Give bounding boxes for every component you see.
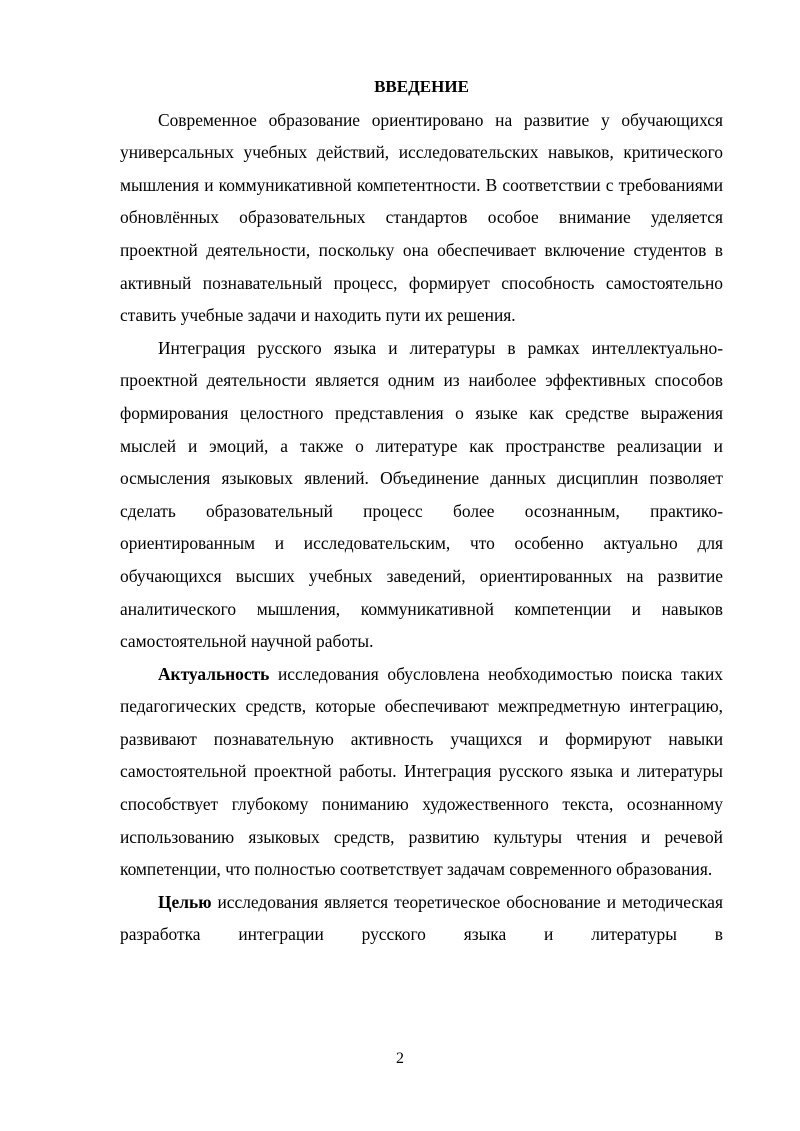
paragraph-goal: [120, 886, 723, 951]
relevance-text: исследования обусловлена необходимостью поиска таких педагогических средств, которые обеспечивают межпредметную интеграцию, развивают познавательную активность учащихся и формируют навыки самостоятельной проектной работы. Интеграция русского языка и литературы способствует глубокому пониманию художественного текста, осознанному использованию языковых средств, развитию культуры чтения и речевой компетенции, что полностью соответствует задачам современного образования.: [120, 663, 723, 880]
goal-term: Целью: [158, 891, 212, 912]
paragraph-intro: Современное образование ориентировано на развитие у обучающихся универсальных учебных действий, исследовательских навыков, критического мышления и коммуникативной компетентности. В соответствии с требованиями обновлённых образовательных стандартов особое внимание уделяется проектной деятельности, поскольку она обеспечивает включение студентов в активный познавательный процесс, формирует способность самостоятельно ставить учебные задачи и находить пути их решения.: [120, 109, 723, 326]
section-heading: ВВЕДЕНИЕ: [374, 77, 469, 96]
goal-text: исследования является теоретическое обоснование и методическая разработка интеграции русского языка и литературы в: [120, 891, 723, 945]
page-number: 2: [396, 1050, 404, 1067]
paragraph-relevance: [120, 658, 723, 886]
relevance-term: Актуальность: [158, 663, 270, 684]
page-body: [120, 71, 723, 951]
paragraph-integration: Интеграция русского языка и литературы в рамках интеллектуально-проектной деятельности является одним из наиболее эффективных способов формирования целостного представления о языке как средстве выражения мыслей и эмоций, а также о литературе как пространстве реализации и осмысления языковых явлений. Объединение данных дисциплин позволяет сделать образовательный процесс более осознанным, практико-ориентированным и исследовательским, что особенно актуально для обучающихся высших учебных заведений, ориентированных на развитие аналитического мышления, коммуникативной компетенции и навыков самостоятельной научной работы.: [120, 337, 723, 652]
